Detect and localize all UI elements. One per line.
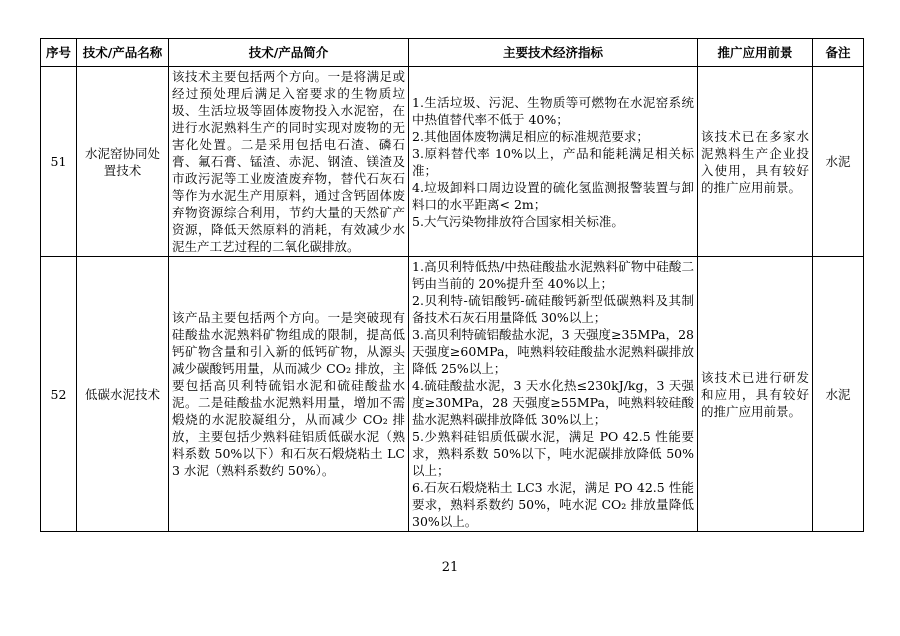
table-row xyxy=(41,67,864,257)
cell-serial-number: 51 xyxy=(41,67,77,257)
indicator-item: 4.垃圾卸料口周边设置的硫化氢监测报警装置与卸料口的水平距离< 2m； xyxy=(412,179,694,212)
page-number: 21 xyxy=(441,560,459,575)
header-main-indicators: 主要技术经济指标 xyxy=(409,39,698,67)
cell-tech-name: 低碳水泥技术 xyxy=(77,257,169,532)
header-tech-product-intro: 技术/产品简介 xyxy=(169,39,409,67)
technology-catalog-table xyxy=(40,38,864,532)
indicator-item: 3.原料替代率 10%以上，产品和能耗满足相关标准； xyxy=(412,145,694,178)
cell-prospect: 该技术已在多家水泥熟料生产企业投入使用，具有较好的推广应用前景。 xyxy=(698,67,813,257)
cell-serial-number: 52 xyxy=(41,257,77,532)
header-tech-product-name: 技术/产品名称 xyxy=(77,39,169,67)
cell-tech-intro: 该技术主要包括两个方向。一是将满足或经过预处理后满足入窑要求的生物质垃圾、生活垃圾等固体废物投入水泥窑，在进行水泥熟料生产的同时实现对废物的无害化处置。二是采用包括电石渣、磷石膏、氟石膏、锰渣、赤泥、钢渣、镁渣及市政污泥等工业废渣废弃物，替代石灰石等作为水泥生产用原料，通过含钙固体废弃物资源综合利用，节约大量的天然矿产资源，降低天然原料的消耗，有效减少水泥生产工艺过程的二氧化碳排放。 xyxy=(169,67,409,257)
cell-indicators xyxy=(409,67,698,257)
header-application-prospect: 推广应用前景 xyxy=(698,39,813,67)
cell-tech-intro: 该产品主要包括两个方向。一是突破现有硅酸盐水泥熟料矿物组成的限制，提高低钙矿物含量和引入新的低钙矿物，从源头减少碳酸钙用量，从而减少 CO₂ 排放，主要包括高贝利特硫铝水泥和硫硅酸盐水泥。二是硅酸盐水泥熟料用量，增加不需煅烧的水泥胶凝组分，从而减少 CO₂ 排放，主要包括少熟料硅铝质低碳水泥（熟料系数 50%以下）和石灰石煅烧粘土 LC3 水泥（熟料系数约 50%）。 xyxy=(169,257,409,532)
cell-remark: 水泥 xyxy=(813,67,864,257)
header-serial-number: 序号 xyxy=(41,39,77,67)
cell-remark: 水泥 xyxy=(813,257,864,532)
table-row xyxy=(41,257,864,532)
header-remark: 备注 xyxy=(813,39,864,67)
cell-tech-name: 水泥窑协同处置技术 xyxy=(77,67,169,257)
indicator-item: 5.少熟料硅铝质低碳水泥，满足 PO 42.5 性能要求，熟料系数 50%以下，吨水泥碳排放降低 50%以上； xyxy=(412,429,694,478)
cell-prospect: 该技术已进行研发和应用，具有较好的推广应用前景。 xyxy=(698,257,813,532)
indicator-item: 5.大气污染物排放符合国家相关标准。 xyxy=(412,213,624,229)
indicator-item: 4.硫硅酸盐水泥，3 天水化热≤230kJ/kg，3 天强度≥30MPa，28 天强度≥55MPa，吨熟料较硅酸盐水泥熟料碳排放降低 30%以上； xyxy=(412,378,694,427)
indicator-item: 3.高贝利特硫铝酸盐水泥，3 天强度≥35MPa，28 天强度≥60MPa，吨熟料较硅酸盐水泥熟料碳排放降低 25%以上； xyxy=(412,327,694,376)
table-header-row xyxy=(41,39,864,67)
indicator-item: 6.石灰石煅烧粘土 LC3 水泥，满足 PO 42.5 性能要求，熟料系数约 50%，吨水泥 CO₂ 排放量降低 30%以上。 xyxy=(412,480,694,529)
indicator-item: 2.贝利特-硫铝酸钙-硫硅酸钙新型低碳熟料及其制备技术石灰石用量降低 30%以上； xyxy=(412,293,694,325)
cell-indicators xyxy=(409,257,698,532)
indicator-item: 1.生活垃圾、污泥、生物质等可燃物在水泥窑系统中热值替代率不低于 40%； xyxy=(412,94,694,127)
indicator-item: 2.其他固体废物满足相应的标准规范要求； xyxy=(412,128,649,144)
indicator-item: 1.高贝利特低热/中热硅酸盐水泥熟料矿物中硅酸二钙由当前的 20%提升至 40%以上； xyxy=(412,259,694,291)
